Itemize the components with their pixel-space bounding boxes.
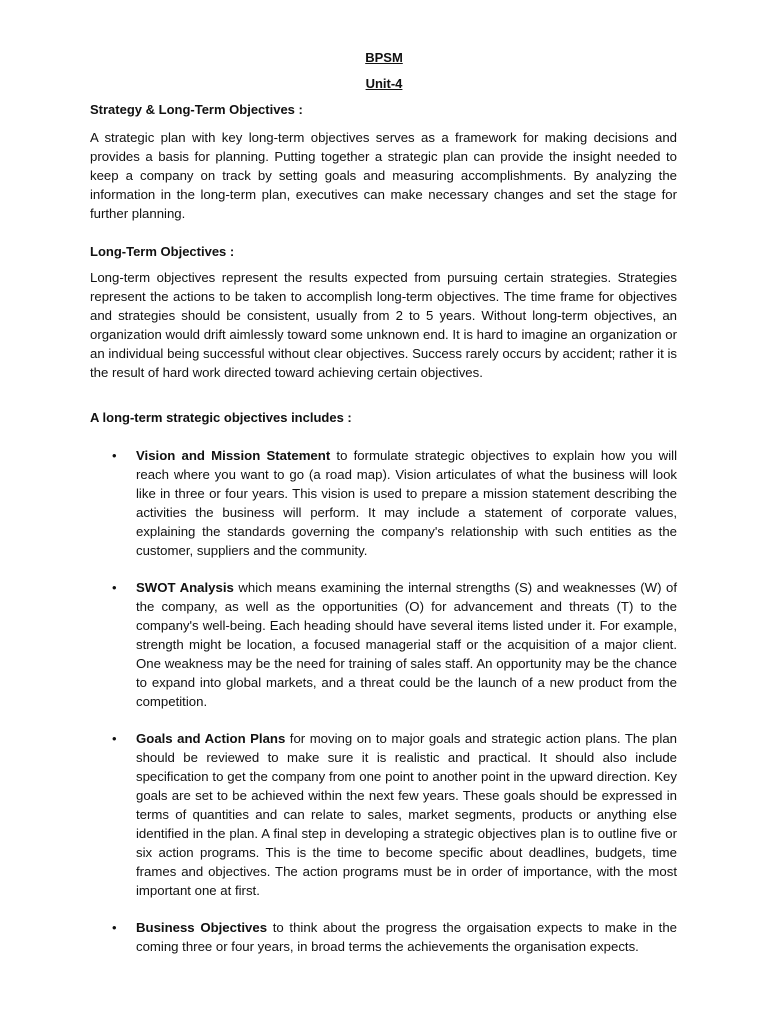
list-item-swot xyxy=(136,578,677,711)
unit-title: Unit-4 xyxy=(365,76,403,91)
list-item-business-objectives xyxy=(136,918,677,956)
section-heading-includes: A long-term strategic objectives includes : xyxy=(90,410,352,425)
bullet-icon: • xyxy=(112,448,117,463)
list-item-text: which means examining the internal strengths (S) and weaknesses (W) of the company, as well as the opportunities (O) for advancement and threats (T) to the company's well-being. Each heading should have several items listed under it. For example, strength might be location, a focused managerial staff or the acquisition of a major client. One weakness may be the need for training of sales staff. An opportunity may be the chance to expand into global markets, and a threat could be the launch of a new product from the competition. xyxy=(136,580,677,709)
list-item-title: Vision and Mission Statement xyxy=(136,448,331,463)
paragraph-long-term-objectives: Long-term objectives represent the results expected from pursuing certain strategies. Strategies represent the actions to be taken to accomplish long-term objectives. The time frame for objectives and strategies should be consistent, usually from 2 to 5 years. Without long-term objectives, an organization would drift aimlessly toward some unknown end. It is hard to imagine an organization or an individual being successful without clear objectives. Success rarely occurs by accident; rather it is the result of hard work directed toward achieving certain objectives. xyxy=(90,270,677,380)
list-item-title: Goals and Action Plans xyxy=(136,731,286,746)
list-item-goals xyxy=(136,729,677,900)
bullet-icon: • xyxy=(112,580,117,595)
list-item-text: to think about the progress the orgaisation expects to make in the coming three or four years, in broad terms the achievements the organisation expects. xyxy=(136,920,677,954)
section-heading-long-term-objectives: Long-Term Objectives : xyxy=(90,244,235,259)
list-item-text: for moving on to major goals and strategic action plans. The plan should be reviewed to make sure it is realistic and practical. It should also include specification to get the company from one point to another point in the upward direction. Key goals are set to be achieved within the next few years. These goals should be expressed in terms of quantities and can relate to sales, market segments, products or anything else identified in the plan. A final step in developing a strategic objectives plan is to outline five or six action programs. This is the time to become specific about deadlines, budgets, time frames and objectives. The action programs must be in order of importance, with the most important one at first. xyxy=(136,731,677,898)
course-title: BPSM xyxy=(365,50,403,65)
list-item-title: Business Objectives xyxy=(136,920,268,935)
bullet-icon: • xyxy=(112,731,117,746)
list-item-vision xyxy=(136,446,677,560)
list-item-text: to formulate strategic objectives to explain how you will reach where you want to go (a road map). Vision articulates of what the business will look like in three or four years. This vision is used to prepare a mission statement describing the activities the business will perform. It may include a statement of corporate values, explaining the standards governing the company's relationship with such entities as the customer, suppliers and the community. xyxy=(136,448,677,558)
list-item-title: SWOT Analysis xyxy=(136,580,234,595)
paragraph-strategy: A strategic plan with key long-term objectives serves as a framework for making decisions and provides a basis for planning. Putting together a strategic plan can provide the insight needed to keep a company on track by setting goals and measuring accomplishments. By analyzing the information in the long-term plan, executives can make necessary changes and set the stage for further planning. xyxy=(90,130,677,221)
section-heading-strategy: Strategy & Long-Term Objectives : xyxy=(90,102,303,117)
bullet-icon: • xyxy=(112,920,117,935)
